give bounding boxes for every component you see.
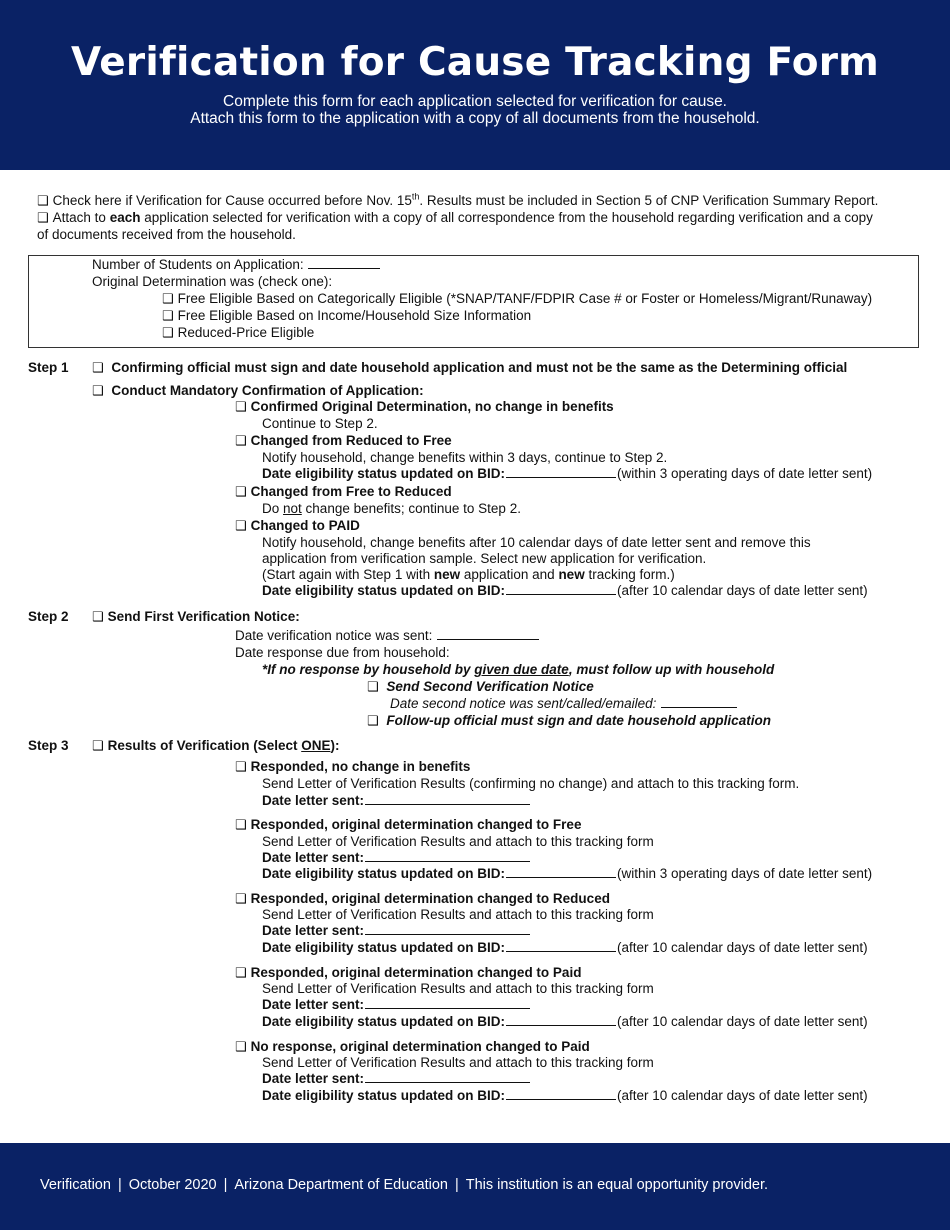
step-1-item-confirming-official[interactable]: ❑ Confirming official must sign and date household application and must not be the same as the Determining official [92,360,848,376]
checkbox-icon: ❑ [235,434,247,449]
checkbox-icon: ❑ [162,326,174,341]
option-free-to-reduced[interactable]: ❑ Changed from Free to Reduced [235,484,452,500]
subtitle-line-2: Attach this form to the application with a copy of all documents from the household. [190,110,760,127]
num-students-field[interactable]: Number of Students on Application: [92,256,381,273]
bid-date-blank[interactable] [506,865,616,878]
result-changed-to-paid[interactable]: ❑ Responded, original determination changed to Paid [235,965,582,981]
checkbox-icon: ❑ [235,760,247,775]
checkbox-icon: ❑ [367,680,379,695]
step-2-label: Step 2 [28,609,69,624]
bid-date-field[interactable]: Date eligibility status updated on BID: (after 10 calendar days of date letter sent) [262,1088,868,1103]
notice-sent-date-field[interactable]: Date verification notice was sent: [235,627,540,644]
bid-date-blank[interactable] [506,465,616,478]
bid-date-blank[interactable] [506,582,616,595]
send-letter-no-change-text: Send Letter of Verification Results (confirming no change) and attach to this tracking form. [262,776,800,791]
second-notice-blank[interactable] [661,695,737,708]
notify-3-days-text: Notify household, change benefits within 3 days, continue to Step 2. [262,450,668,465]
step-3-label: Step 3 [28,738,69,753]
date-letter-sent-field[interactable]: Date letter sent: [262,996,531,1013]
bid-date-field[interactable]: Date eligibility status updated on BID: (after 10 calendar days of date letter sent) [262,1014,868,1029]
checkbox-icon: ❑ [235,400,247,415]
result-no-response-paid[interactable]: ❑ No response, original determination changed to Paid [235,1039,590,1055]
bid-date-field[interactable]: Date eligibility status updated on BID: (after 10 calendar days of date letter sent) [262,583,868,598]
continue-step-2-text: Continue to Step 2. [262,416,378,431]
footer-text: Verification | October 2020 | Arizona Department of Education | This institution is an equal opportunity provider. [40,1177,769,1193]
checkbox-icon: ❑ [235,892,247,907]
option-reduced-to-free[interactable]: ❑ Changed from Reduced to Free [235,433,452,449]
result-changed-to-free[interactable]: ❑ Responded, original determination changed to Free [235,817,582,833]
page-title: Verification for Cause Tracking Form [70,40,879,85]
no-response-warning: *If no response by household by given due date, must follow up with household [262,662,775,677]
start-again-text: (Start again with Step 1 with new application and new tracking form.) [262,567,675,582]
intro-check-2[interactable]: ❑ Attach to each application selected for verification with a copy of all correspondence from the household regarding verification and a copy [37,210,873,226]
step-3-results-title: ❑ Results of Verification (Select ONE): [92,738,340,754]
result-changed-to-reduced[interactable]: ❑ Responded, original determination changed to Reduced [235,891,610,907]
notice-sent-blank[interactable] [437,627,539,640]
date-letter-blank[interactable] [365,1070,530,1083]
date-letter-sent-field[interactable]: Date letter sent: [262,922,531,939]
send-letter-text: Send Letter of Verification Results and attach to this tracking form [262,834,654,849]
checkbox-icon: ❑ [162,309,174,324]
date-letter-blank[interactable] [365,849,530,862]
bid-date-blank[interactable] [506,939,616,952]
date-letter-sent-field[interactable]: Date letter sent: [262,1070,531,1087]
bid-date-field[interactable]: Date eligibility status updated on BID: (within 3 operating days of date letter sent) [262,466,873,481]
checkbox-icon: ❑ [235,519,247,534]
subtitle-line-1: Complete this form for each application selected for verification for cause. [223,93,727,110]
date-letter-blank[interactable] [365,996,530,1009]
date-letter-blank[interactable] [365,922,530,935]
bid-date-blank[interactable] [506,1013,616,1026]
option-follow-up-official[interactable]: ❑ Follow-up official must sign and date household application [367,713,771,729]
checkbox-icon: ❑ [92,739,104,754]
checkbox-icon: ❑ [235,966,247,981]
response-due-date-field[interactable]: Date response due from household: [235,645,450,660]
option-second-notice[interactable]: ❑ Send Second Verification Notice [367,679,594,695]
header-banner [0,0,950,170]
option-categorically-eligible[interactable]: ❑ Free Eligible Based on Categorically Eligible (*SNAP/TANF/FDPIR Case # or Foster or Homeless/Migrant/Runaway) [162,291,873,307]
checkbox-icon: ❑ [37,194,49,209]
bid-date-field[interactable]: Date eligibility status updated on BID: (after 10 calendar days of date letter sent) [262,940,868,955]
option-confirmed-no-change[interactable]: ❑ Confirmed Original Determination, no change in benefits [235,399,614,415]
checkbox-icon: ❑ [37,211,49,226]
bid-date-blank[interactable] [506,1087,616,1100]
checkbox-icon: ❑ [92,384,104,399]
step-1-label: Step 1 [28,360,69,375]
option-reduced-price[interactable]: ❑ Reduced-Price Eligible [162,325,315,341]
checkbox-icon: ❑ [367,714,379,729]
checkbox-icon: ❑ [235,485,247,500]
checkbox-icon: ❑ [92,610,104,625]
second-notice-date-field[interactable]: Date second notice was sent/called/emailed: [390,695,738,712]
original-determination-label: Original Determination was (check one): [92,274,333,289]
intro-check-2-continued: of documents received from the household. [37,227,296,242]
option-changed-to-paid[interactable]: ❑ Changed to PAID [235,518,360,534]
footer-banner [0,1143,950,1230]
checkbox-icon: ❑ [235,818,247,833]
notify-10-days-text-1: Notify household, change benefits after 10 calendar days of date letter sent and remove this [262,535,811,550]
intro-check-1[interactable]: ❑ Check here if Verification for Cause occurred before Nov. 15th. Results must be included in Section 5 of CNP Verification Summary Report. [37,191,879,209]
option-income-eligible[interactable]: ❑ Free Eligible Based on Income/Household Size Information [162,308,532,324]
send-letter-text: Send Letter of Verification Results and attach to this tracking form [262,1055,654,1070]
step-1-item-mandatory-confirmation[interactable]: ❑ Conduct Mandatory Confirmation of Application: [92,383,424,399]
step-2-first-notice[interactable]: ❑ Send First Verification Notice: [92,609,300,625]
date-letter-sent-field[interactable]: Date letter sent: [262,792,531,809]
send-letter-text: Send Letter of Verification Results and attach to this tracking form [262,907,654,922]
checkbox-icon: ❑ [235,1040,247,1055]
date-letter-sent-field[interactable]: Date letter sent: [262,849,531,866]
date-letter-blank[interactable] [365,792,530,805]
num-students-blank[interactable] [308,256,380,269]
result-no-change[interactable]: ❑ Responded, no change in benefits [235,759,471,775]
do-not-change-text: Do not change benefits; continue to Step 2. [262,501,521,516]
notify-10-days-text-2: application from verification sample. Select new application for verification. [262,551,707,566]
checkbox-icon: ❑ [92,361,104,376]
send-letter-text: Send Letter of Verification Results and attach to this tracking form [262,981,654,996]
bid-date-field[interactable]: Date eligibility status updated on BID: (within 3 operating days of date letter sent) [262,866,873,881]
checkbox-icon: ❑ [162,292,174,307]
